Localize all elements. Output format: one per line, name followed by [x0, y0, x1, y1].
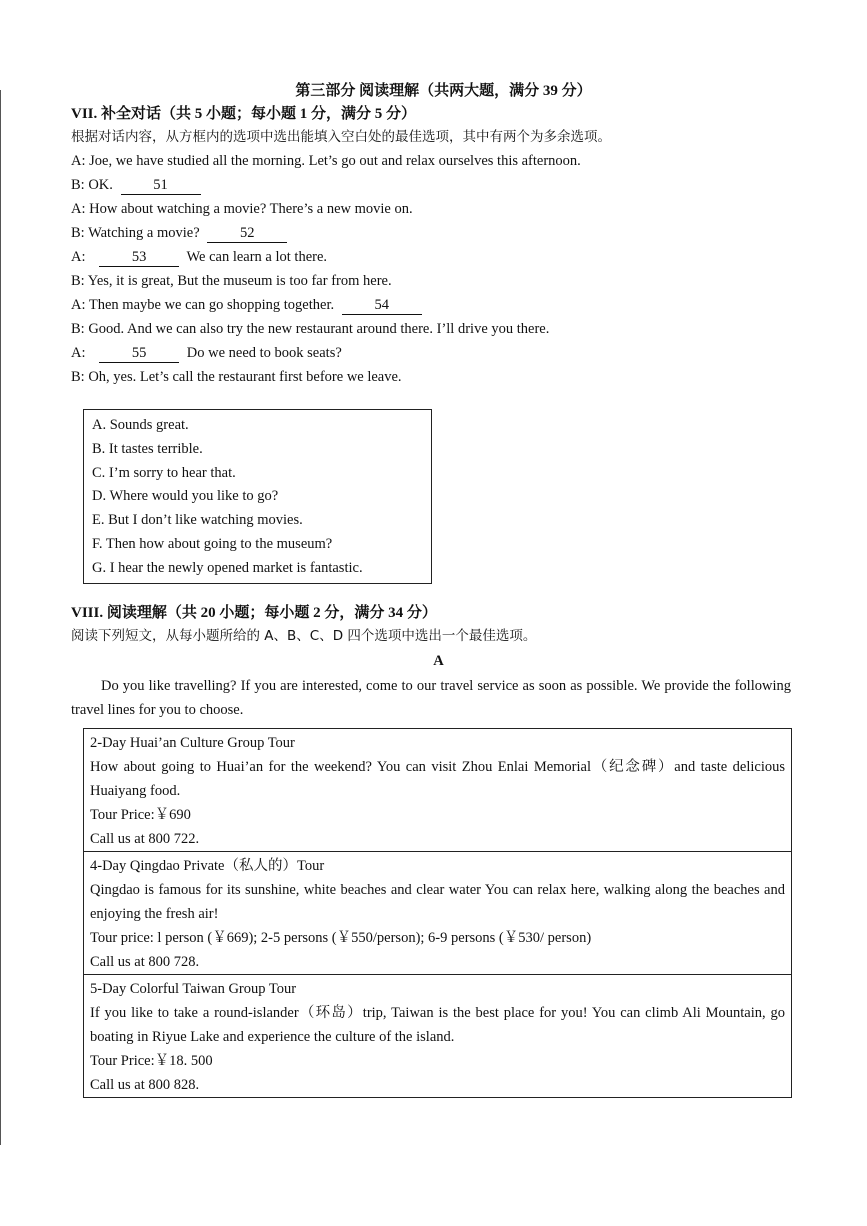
options-box	[83, 409, 432, 584]
tour-entry	[84, 975, 791, 1097]
tour-name: 5-Day Colorful Taiwan Group Tour	[90, 980, 297, 997]
speaker: A:	[71, 297, 86, 313]
section-7	[71, 103, 791, 584]
dialogue-line	[71, 173, 791, 197]
speaker: A:	[71, 249, 86, 265]
dialogue-text: How about watching a movie? There’s a new movie on.	[89, 201, 413, 217]
tour-description: If you like to take a round-islander（环岛）trip, Taiwan is the best place for you! You can climb Ali Mountain, go boating in Riyue Lake and experience the culture of the island.	[90, 1004, 785, 1045]
speaker: B:	[71, 321, 85, 337]
dialogue-text: OK.	[88, 177, 113, 193]
speaker: A:	[71, 153, 86, 169]
speaker: B:	[71, 177, 85, 193]
section-7-title: VII. 补全对话（共 5 小题；每小题 1 分，满分 5 分）	[71, 106, 417, 122]
tour-name: 2-Day Huai’an Culture Group Tour	[90, 734, 295, 751]
tour-entry	[84, 729, 791, 852]
page-edge-rule	[0, 90, 1, 1145]
dialogue-line	[71, 197, 791, 221]
speaker: B:	[71, 273, 85, 289]
speaker: A:	[71, 345, 86, 361]
option-c: C. I’m sorry to hear that.	[92, 464, 236, 481]
tour-name: 4-Day Qingdao Private（私人的）Tour	[90, 857, 325, 874]
tour-phone: Call us at 800 728.	[90, 953, 200, 970]
dialogue-line	[71, 341, 791, 365]
dialogue-text: Watching a movie?	[88, 225, 200, 241]
dialogue-text: Then maybe we can go shopping together.	[88, 297, 335, 313]
speaker: B:	[71, 369, 85, 385]
tour-table	[83, 728, 792, 1098]
dialogue-line	[71, 245, 791, 269]
option-f: F. Then how about going to the museum?	[92, 535, 333, 552]
answer-blank-52[interactable]: 52	[207, 224, 287, 243]
option-e: E. But I don’t like watching movies.	[92, 512, 303, 529]
dialogue-line	[71, 293, 791, 317]
option-b: B. It tastes terrible.	[92, 440, 203, 457]
option-d: D. Where would you like to go?	[92, 488, 279, 505]
section-7-instruction: 根据对话内容，从方框内的选项中选出能填入空白处的最佳选项，其中有两个为多余选项。	[71, 129, 611, 145]
section-8	[71, 602, 791, 1098]
dialogue-line	[71, 317, 791, 341]
tour-phone: Call us at 800 722.	[90, 830, 200, 847]
dialogue-line	[71, 365, 791, 389]
dialogue-text: Oh, yes. Let’s call the restaurant first before we leave.	[88, 369, 402, 385]
passage-letter: A	[433, 652, 444, 669]
tour-description: Qingdao is famous for its sunshine, white beaches and clear water You can relax here, walking along the beaches and enjoying the fresh air!	[90, 881, 785, 922]
section-8-instruction: 阅读下列短文，从每小题所给的 A、B、C、D 四个选项中选出一个最佳选项。	[71, 627, 537, 644]
answer-blank-54[interactable]: 54	[342, 296, 422, 315]
option-g: G. I hear the newly opened market is fantastic.	[92, 559, 363, 576]
passage-intro: Do you like travelling? If you are interested, come to our travel service as soon as possible. We provide the following travel lines for you to choose.	[71, 677, 791, 718]
dialogue-text: We can learn a lot there.	[186, 249, 328, 265]
part-title: 第三部分 阅读理解（共两大题，满分 39 分）	[295, 83, 592, 99]
option-a: A. Sounds great.	[92, 417, 189, 433]
tour-price: Tour Price:￥690	[90, 806, 191, 823]
tour-price: Tour Price:￥18. 500	[90, 1052, 213, 1069]
tour-description: How about going to Huai’an for the weekend? You can visit Zhou Enlai Memorial（纪念碑）and taste delicious Huaiyang food.	[90, 758, 785, 799]
section-8-title: VIII. 阅读理解（共 20 小题；每小题 2 分，满分 34 分）	[71, 604, 437, 621]
dialogue-text: Joe, we have studied all the morning. Let’s go out and relax ourselves this afternoon.	[89, 153, 581, 169]
dialogue-line	[71, 221, 791, 245]
exam-page	[71, 80, 791, 1098]
dialogue	[71, 149, 791, 389]
dialogue-text: Do we need to book seats?	[186, 345, 342, 361]
answer-blank-55[interactable]: 55	[99, 344, 179, 363]
answer-blank-53[interactable]: 53	[99, 248, 179, 267]
dialogue-line	[71, 149, 791, 173]
speaker: B:	[71, 225, 85, 241]
speaker: A:	[71, 201, 86, 217]
dialogue-text: Yes, it is great, But the museum is too far from here.	[87, 273, 392, 289]
tour-price: Tour price: l person (￥669); 2-5 persons (￥550/person); 6-9 persons (￥530/ person)	[90, 929, 592, 946]
answer-blank-51[interactable]: 51	[121, 176, 201, 195]
dialogue-line	[71, 269, 791, 293]
dialogue-text: Good. And we can also try the new restaurant around there. I’ll drive you there.	[88, 321, 550, 337]
tour-phone: Call us at 800 828.	[90, 1076, 200, 1093]
tour-entry	[84, 852, 791, 975]
